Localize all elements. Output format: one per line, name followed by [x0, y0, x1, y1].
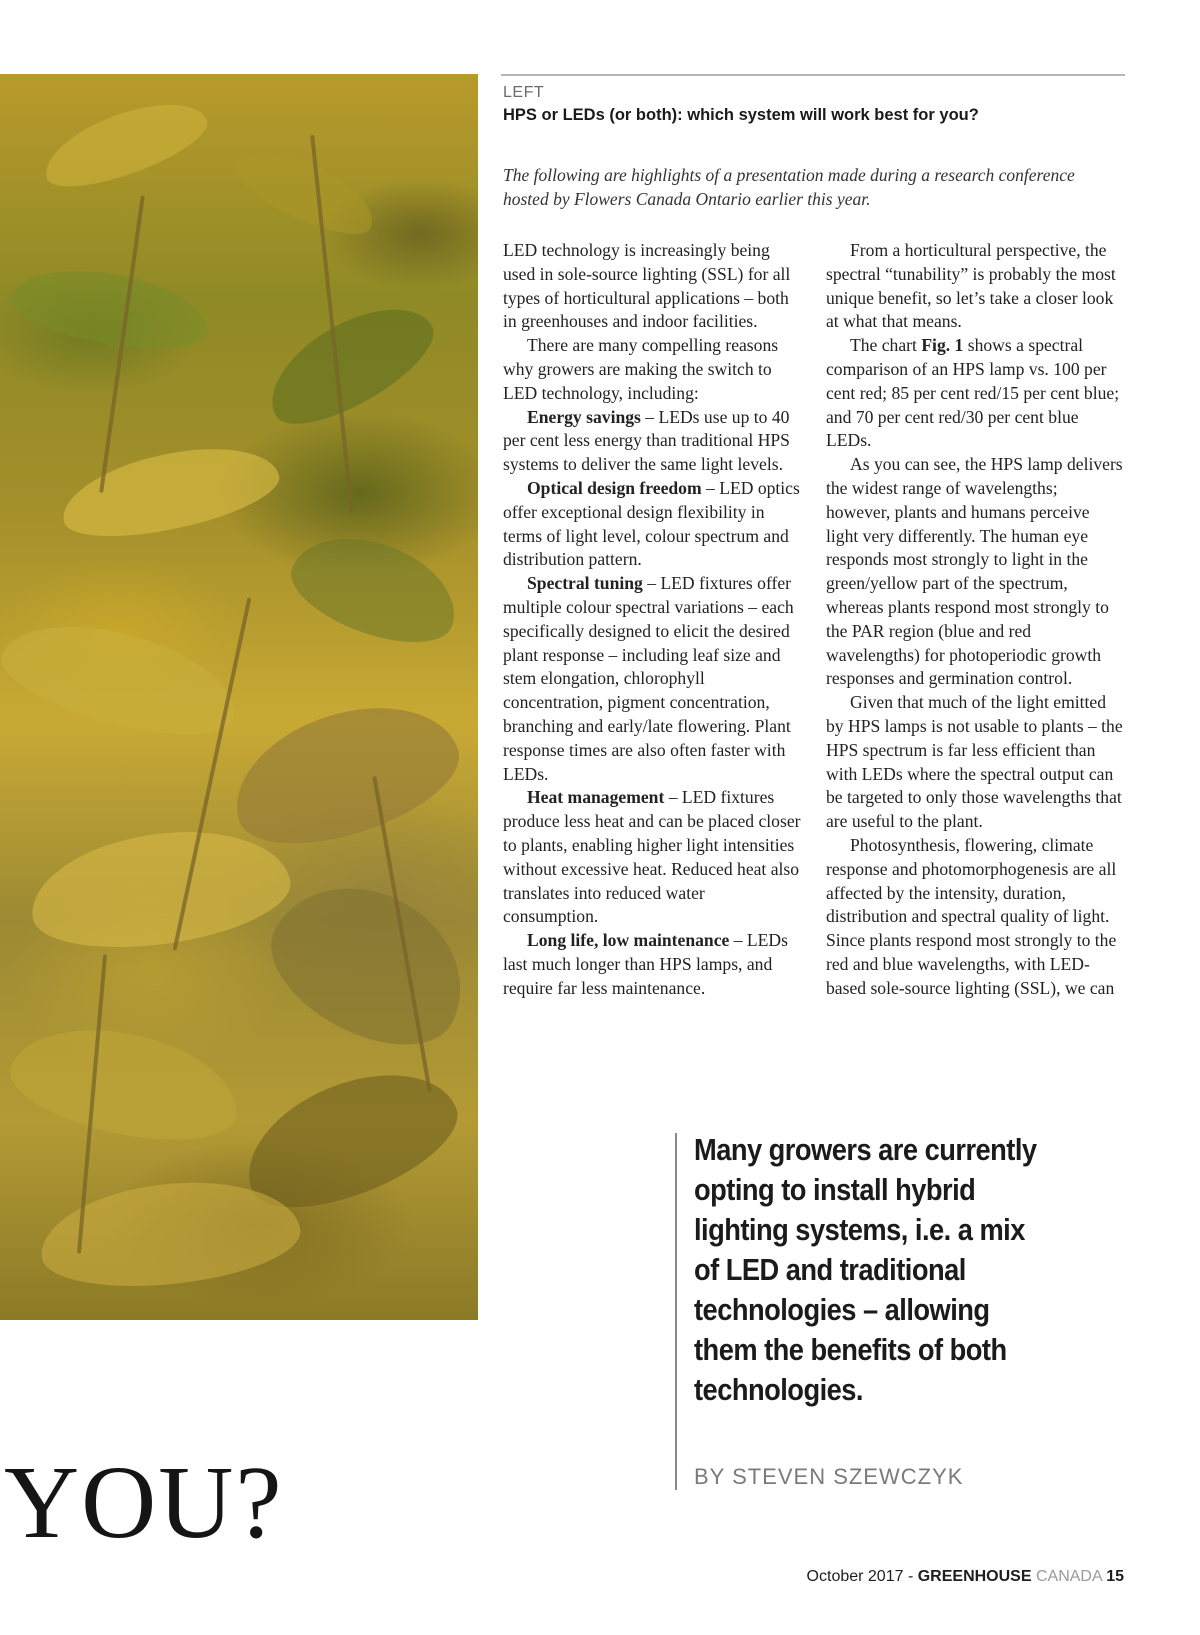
top-divider	[501, 74, 1125, 76]
paragraph: There are many compelling reasons why growers are making the switch to LED technology, including:	[503, 335, 779, 403]
paragraph: Given that much of the light emitted by HPS lamps is not usable to plants – the HPS spectrum is far less efficient than with LEDs where the spectral output can be targeted to only those wavelengths that are useful to the plant.	[826, 692, 1123, 832]
right-column	[826, 239, 1126, 1001]
benefit-heat-management	[503, 786, 803, 929]
benefit-term: Spectral tuning	[527, 573, 643, 594]
left-column	[503, 239, 803, 1001]
text: The chart	[850, 335, 922, 356]
benefit-text: – LED fixtures offer multiple colour spectral variations – each specifically designed to elicit the desired plant response – including leaf size and stem elongation, chlorophyll concentration, pigment concentration, branching and early/late flowering. Plant response times are also often faster with LEDs.	[503, 573, 794, 784]
article-headline: HPS or LEDs (or both): which system will work best for you?	[503, 106, 979, 124]
display-headline-fragment: YOU?	[4, 1445, 284, 1560]
paragraph: As you can see, the HPS lamp delivers the widest range of wavelengths; however, plants and humans perceive light very differently. The human eye responds most strongly to light in the green/yellow part of the spectrum, whereas plants respond most strongly to the PAR region (blue and red wavelengths) for photoperiodic growth responses and germination control.	[826, 454, 1123, 689]
benefit-term: Optical design freedom	[527, 477, 702, 498]
paragraph-figure-reference	[826, 334, 1126, 453]
issue-date: October 2017 -	[806, 1568, 918, 1585]
benefit-term: Long life, low maintenance	[527, 930, 730, 951]
paragraph: Photosynthesis, flowering, climate response and photomorphogenesis are all affected by the intensity, duration, distribution and spectral quality of light. Since plants respond most strongly to the red and blue wavelengths, with LED-based sole-source lighting (SSL), we can	[826, 834, 1117, 998]
benefit-text: – LEDs last much longer than HPS lamps, and require far less maintenance.	[503, 930, 788, 998]
benefit-energy-savings	[503, 406, 803, 477]
page-footer	[807, 1568, 1124, 1586]
page-number: 15	[1106, 1568, 1124, 1585]
plant-photo	[0, 74, 478, 1320]
section-label: LEFT	[503, 84, 545, 101]
benefit-term: Energy savings	[527, 406, 641, 427]
benefit-text: – LEDs use up to 40 per cent less energy than traditional HPS systems to deliver the same light levels.	[503, 406, 790, 475]
benefit-long-life	[503, 929, 803, 1000]
author-byline: BY STEVEN SZEWCZYK	[694, 1464, 964, 1489]
figure-reference: Fig. 1	[921, 335, 964, 356]
pullquote-rule	[675, 1133, 677, 1490]
paragraph: From a horticultural perspective, the spectral “tunability” is probably the most unique benefit, so let’s take a closer look at what that means.	[826, 240, 1116, 332]
paragraph: LED technology is increasingly being used in sole-source lighting (SSL) for all types of horticultural applications – both in greenhouses and indoor facilities.	[503, 240, 791, 332]
magazine-name-suffix: CANADA	[1031, 1568, 1107, 1585]
article-intro: The following are highlights of a presentation made during a research conference hosted by Flowers Canada Ontario earlier this year.	[503, 165, 1075, 209]
benefit-text: – LED optics offer exceptional design flexibility in terms of light level, colour spectrum and distribution pattern.	[503, 477, 800, 570]
benefit-term: Heat management	[527, 787, 665, 808]
magazine-name: GREENHOUSE	[917, 1568, 1032, 1585]
text: shows a spectral comparison of an HPS lamp vs. 100 per cent red; 85 per cent red/15 per cent blue; and 70 per cent red/30 per cent blue LEDs.	[826, 335, 1120, 451]
benefit-optical-design	[503, 477, 803, 572]
pull-quote: Many growers are currently opting to install hybrid lighting systems, i.e. a mix of LED and traditional technologies – allowing them the benefits of both technologies.	[694, 1132, 1037, 1407]
benefit-text: – LED fixtures produce less heat and can be placed closer to plants, enabling higher light intensities without excessive heat. Reduced heat also translates into reduced water consumption.	[503, 787, 801, 927]
benefit-spectral-tuning	[503, 572, 803, 786]
